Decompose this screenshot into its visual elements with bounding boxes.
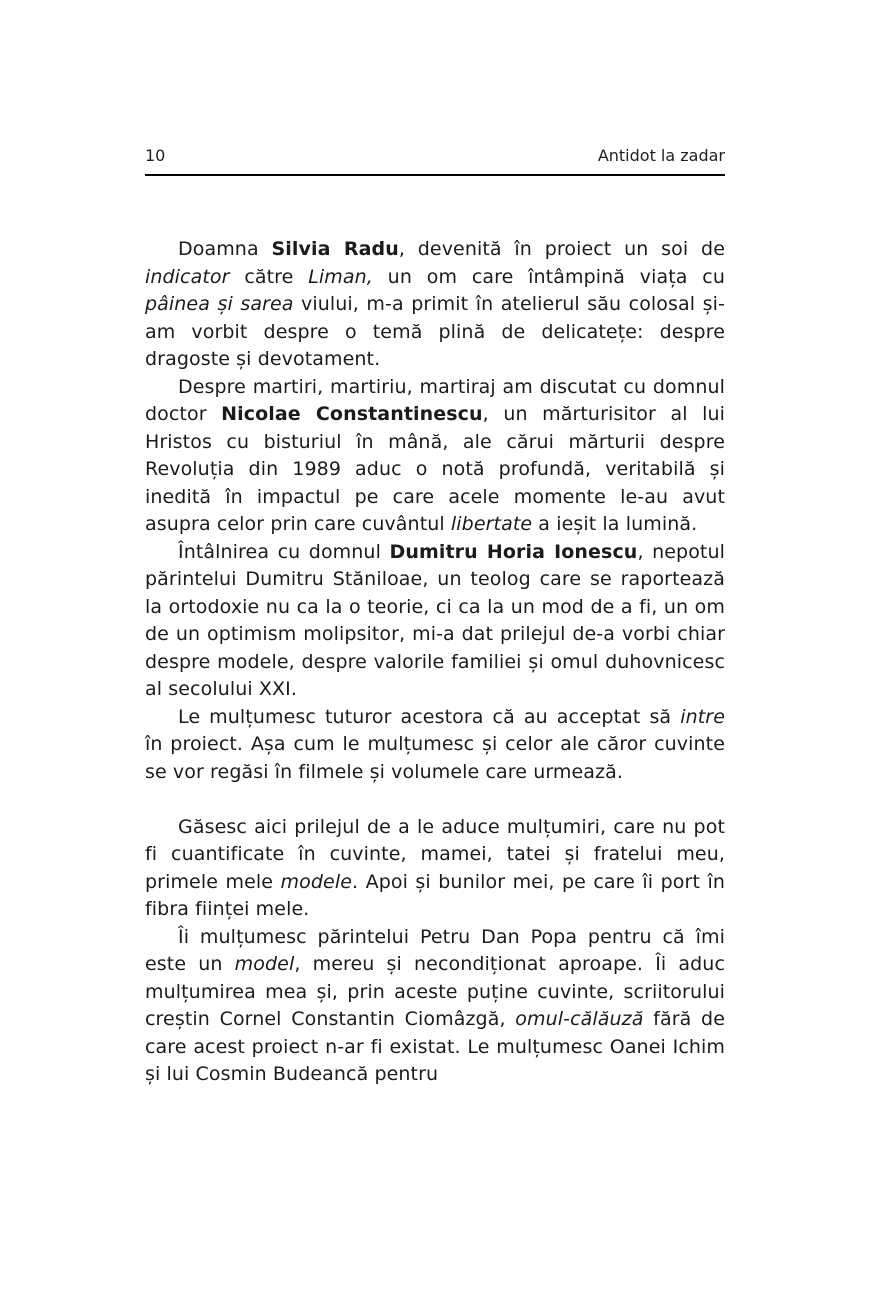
text-run: libertate [450, 513, 533, 535]
text-run: un om care întâmpină viața cu [372, 265, 725, 288]
text-run: Le mulțumesc tuturor acestora că au acceptat să [178, 705, 681, 728]
text-run: , nepotul părintelui Dumitru Stăniloae, un teolog care se raportează la ortodoxie nu ca la o teorie, ci ca la un mod de a fi, un om de un optimism molipsitor, mi-a dat prilejul de-a vorbi chiar despre modele, despre valorile familiei și omul duhovnicesc al secolului XXI. [145, 540, 725, 700]
text-run: , devenită în proiect un soi de [398, 238, 725, 260]
paragraph [145, 704, 725, 787]
text-run: fără de care acest proiect n-ar fi existat. Le mulțumesc Oanei Ichim și lui Cosmin Budeancă pentru [145, 1008, 725, 1085]
text-run: Îi mulțumesc părintelui Petru Dan Popa pentru că îmi este un [145, 925, 725, 975]
text-run: viului, m-a primit în atelierul său colosal și-am vorbit despre o temă plină de delicatețe: despre dragoste și devotament. [145, 293, 725, 370]
text-run: pâinea și sarea [145, 293, 294, 315]
text-run: , mereu și necondiționat aproape. Îi aduc mulțumirea mea și, prin aceste puține cuvinte, scriitorului creștin Cornel Constantin Ciomâzgă, [145, 953, 725, 1030]
text-run: indicator [145, 265, 230, 288]
paragraph [145, 374, 725, 539]
text-run: Întâlnirea cu domnul [178, 540, 390, 563]
page-header [145, 146, 725, 166]
text-run: intre [680, 705, 725, 728]
page-number: 10 [145, 146, 166, 165]
page-body [145, 236, 725, 1089]
paragraph [145, 236, 725, 374]
text-run: Liman, [308, 265, 373, 288]
text-run: Silvia Radu [271, 238, 399, 260]
text-run: omul-călăuză [515, 1008, 644, 1030]
text-run: modele [280, 870, 352, 893]
text-run: Despre martiri, martiriu, martiraj am discutat cu domnul doctor [145, 375, 725, 425]
text-run: către [229, 265, 309, 288]
text-run: a ieșit la lumină. [532, 513, 698, 535]
paragraph [145, 539, 725, 704]
text-run: . Apoi și bunilor mei, pe care îi port în fibra ființei mele. [145, 870, 725, 920]
text-run: , un mărturisitor al lui Hristos cu bisturiul în mână, ale cărui mărturii despre Revoluția din 1989 aduc o notă profundă, veritabilă și inedită în impactul pe care acele momente le-au avut asupra celor prin care cuvântul [145, 403, 725, 535]
text-run: model [234, 953, 295, 975]
text-run: în proiect. Așa cum le mulțumesc și celor ale căror cuvinte se vor regăsi în filmele și volumele care urmează. [145, 733, 725, 783]
text-run: Nicolae Constantinescu [221, 403, 483, 425]
text-run: Doamna [178, 238, 272, 260]
running-title: Antidot la zadar [597, 146, 725, 165]
text-run: Dumitru Horia Ionescu [389, 540, 638, 563]
paragraph [145, 814, 725, 924]
text-run: Găsesc aici prilejul de a le aduce mulțumiri, care nu pot fi cuantificate în cuvinte, mamei, tatei și fratelui meu, primele mele [145, 815, 725, 893]
header-rule [145, 174, 725, 176]
paragraph [145, 924, 725, 1089]
